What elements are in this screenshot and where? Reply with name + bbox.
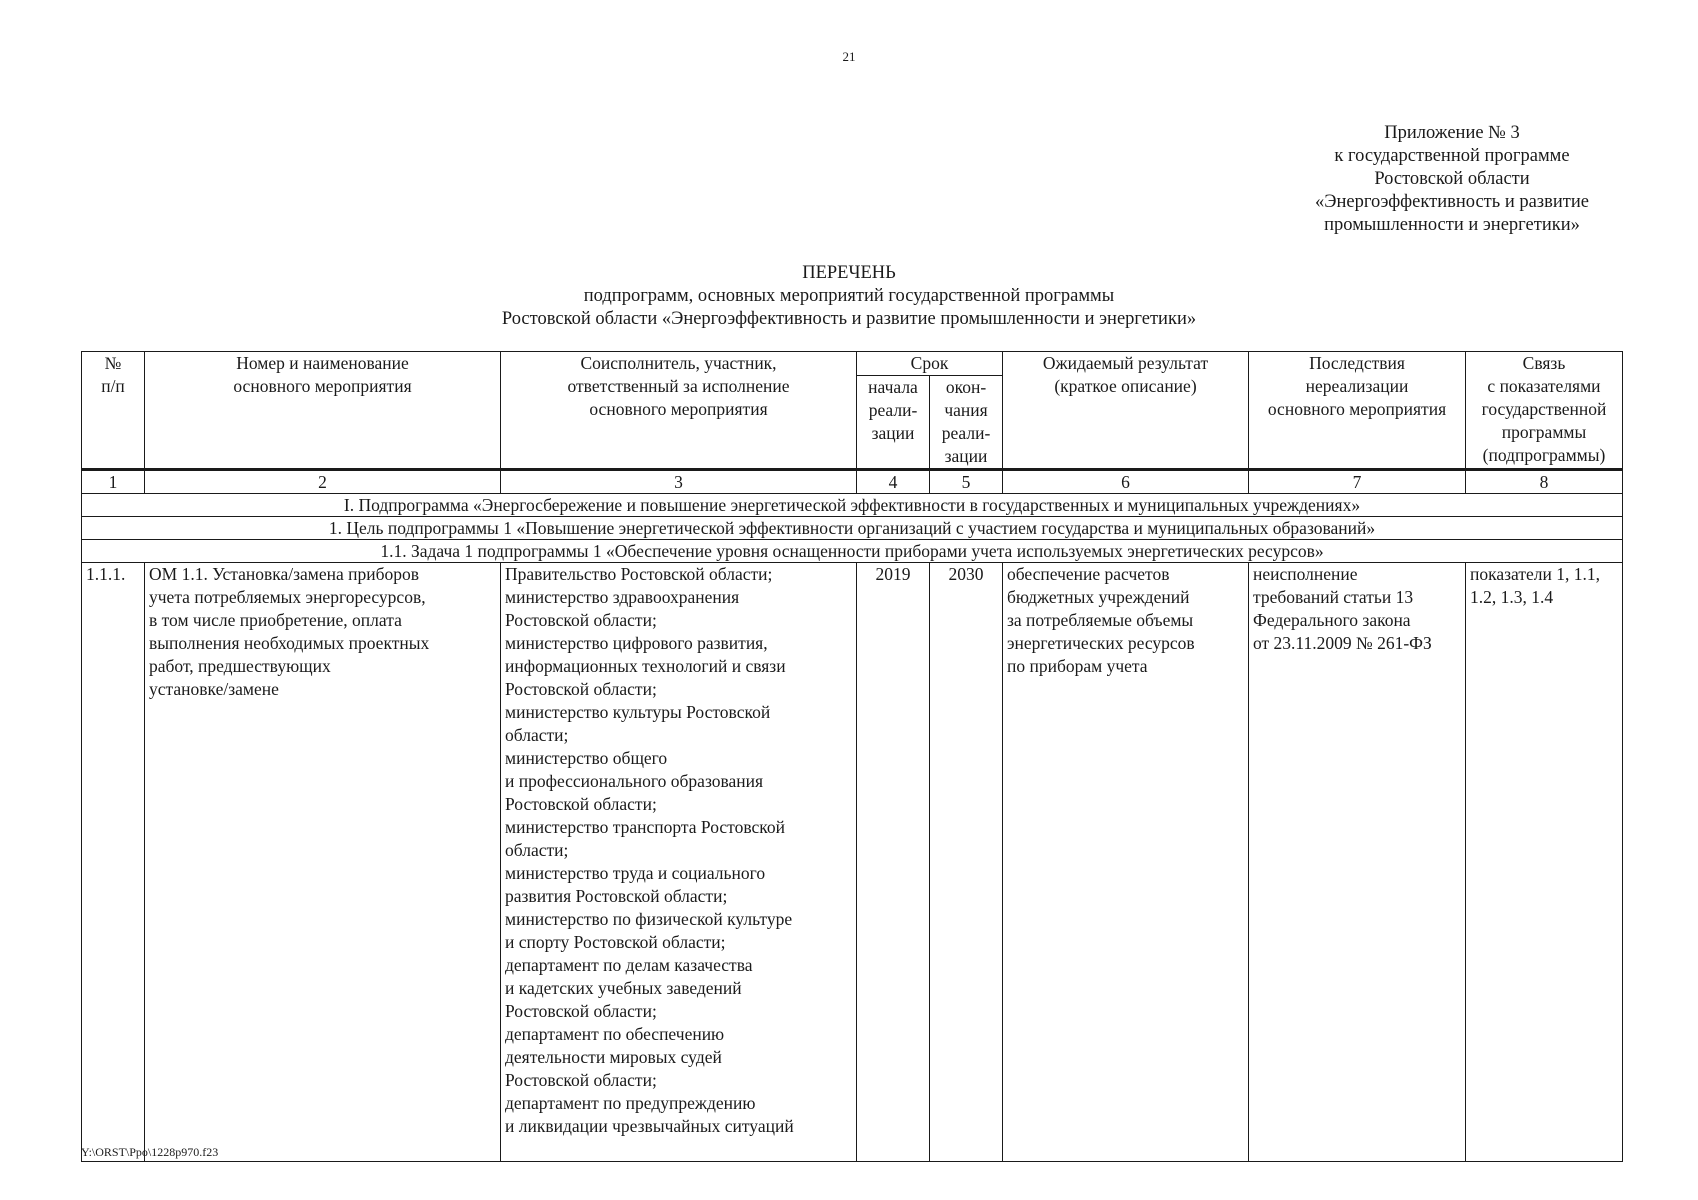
cell-line: министерство общего bbox=[505, 748, 668, 768]
cell-line: министерство цифрового развития, bbox=[505, 633, 768, 653]
cell-line: области; bbox=[505, 725, 569, 745]
table-row bbox=[82, 563, 1623, 1162]
header-text: программы bbox=[1501, 422, 1587, 442]
header-text: с показателями bbox=[1487, 376, 1601, 396]
header-text: нереализации bbox=[1305, 376, 1409, 396]
cell-line: в том числе приобретение, оплата bbox=[149, 610, 402, 630]
header-consequences bbox=[1249, 352, 1466, 470]
section-row bbox=[82, 494, 1623, 517]
header-text: п/п bbox=[101, 376, 125, 396]
cell-line: деятельности мировых судей bbox=[505, 1047, 722, 1067]
cell-line: Ростовской области; bbox=[505, 1001, 657, 1021]
column-number: 6 bbox=[1003, 470, 1249, 494]
column-number: 2 bbox=[145, 470, 501, 494]
cell-line: области; bbox=[505, 840, 569, 860]
row-start-year: 2019 bbox=[857, 563, 930, 1162]
header-text: реали- bbox=[868, 400, 918, 420]
cell-line: министерство транспорта Ростовской bbox=[505, 817, 786, 837]
column-number: 3 bbox=[501, 470, 857, 494]
header-expected-result bbox=[1003, 352, 1249, 470]
header-text: начала bbox=[868, 377, 918, 397]
cell-line: ОМ 1.1. Установка/замена приборов bbox=[149, 564, 420, 584]
cell-line: неисполнение bbox=[1253, 564, 1358, 584]
table-header-row bbox=[82, 352, 1623, 376]
cell-line: департамент по предупреждению bbox=[505, 1093, 756, 1113]
cell-line: работ, предшествующих bbox=[149, 656, 331, 676]
header-term: Срок bbox=[857, 352, 1003, 376]
column-number: 8 bbox=[1466, 470, 1623, 494]
cell-line: Ростовской области; bbox=[505, 679, 657, 699]
cell-line: и спорту Ростовской области; bbox=[505, 932, 726, 952]
appendix-block bbox=[1292, 122, 1612, 237]
cell-line: за потребляемые объемы bbox=[1007, 610, 1194, 630]
row-indicator-link bbox=[1466, 563, 1623, 1162]
cell-line: Ростовской области; bbox=[505, 794, 657, 814]
cell-line: министерство культуры Ростовской bbox=[505, 702, 771, 722]
cell-line: Правительство Ростовской области; bbox=[505, 564, 773, 584]
row-consequences bbox=[1249, 563, 1466, 1162]
header-term-end bbox=[930, 376, 1003, 470]
section-row bbox=[82, 540, 1623, 563]
measures-table bbox=[81, 351, 1623, 1162]
header-text: основного мероприятия bbox=[589, 399, 768, 419]
cell-line: от 23.11.2009 № 261-ФЗ bbox=[1253, 633, 1432, 653]
header-text: Связь bbox=[1522, 353, 1566, 373]
header-indicator-link bbox=[1466, 352, 1623, 470]
header-measure-name bbox=[145, 352, 501, 470]
subprogram-task: 1.1. Задача 1 подпрограммы 1 «Обеспечение уровня оснащенности приборами учета используемых энергетических ресурсов» bbox=[82, 540, 1623, 563]
cell-line: департамент по делам казачества bbox=[505, 955, 753, 975]
row-expected-result bbox=[1003, 563, 1249, 1162]
subprogram-goal: 1. Цель подпрограммы 1 «Повышение энергетической эффективности организаций с участием государства и муниципальных образований» bbox=[82, 517, 1623, 540]
cell-line: энергетических ресурсов bbox=[1007, 633, 1195, 653]
header-text: основного мероприятия bbox=[233, 376, 412, 396]
cell-line: выполнения необходимых проектных bbox=[149, 633, 430, 653]
cell-line: обеспечение расчетов bbox=[1007, 564, 1170, 584]
header-text: Ожидаемый результат bbox=[1042, 353, 1209, 373]
file-path-footer: Y:\ORST\Ppo\1228p970.f23 bbox=[81, 1145, 219, 1159]
cell-line: показатели 1, 1.1, bbox=[1470, 564, 1600, 584]
cell-line: Ростовской области; bbox=[505, 610, 657, 630]
cell-line: 1.2, 1.3, 1.4 bbox=[1470, 587, 1554, 607]
cell-line: и ликвидации чрезвычайных ситуаций bbox=[505, 1116, 794, 1136]
column-number: 7 bbox=[1249, 470, 1466, 494]
appendix-line: Ростовской области bbox=[1374, 169, 1530, 189]
heading-line: подпрограмм, основных мероприятий государственной программы bbox=[583, 286, 1115, 306]
column-number-row bbox=[82, 470, 1623, 494]
appendix-line: «Энергоэффективность и развитие bbox=[1315, 192, 1589, 212]
header-text: (подпрограммы) bbox=[1482, 445, 1606, 465]
appendix-line: промышленности и энергетики» bbox=[1324, 215, 1580, 235]
cell-line: Федерального закона bbox=[1253, 610, 1411, 630]
header-text: ответственный за исполнение bbox=[567, 376, 790, 396]
row-number: 1.1.1. bbox=[82, 563, 145, 1162]
section-row bbox=[82, 517, 1623, 540]
header-text: зации bbox=[944, 446, 988, 466]
header-text: зации bbox=[871, 423, 915, 443]
cell-line: учета потребляемых энергоресурсов, bbox=[149, 587, 426, 607]
cell-line: информационных технологий и связи bbox=[505, 656, 786, 676]
header-text: чания bbox=[944, 400, 988, 420]
header-text: № bbox=[104, 353, 122, 373]
column-number: 5 bbox=[930, 470, 1003, 494]
header-text: основного мероприятия bbox=[1267, 399, 1447, 419]
cell-line: установке/замене bbox=[149, 679, 279, 699]
cell-line: по приборам учета bbox=[1007, 656, 1148, 676]
column-number: 1 bbox=[82, 470, 145, 494]
header-text: государственной bbox=[1481, 399, 1607, 419]
cell-line: и профессионального образования bbox=[505, 771, 764, 791]
row-end-year: 2030 bbox=[930, 563, 1003, 1162]
row-executors bbox=[501, 563, 857, 1162]
header-text: Номер и наименование bbox=[236, 353, 409, 373]
cell-line: развития Ростовской области; bbox=[505, 886, 728, 906]
header-text: окон- bbox=[945, 377, 987, 397]
cell-line: министерство здравоохранения bbox=[505, 587, 740, 607]
page-number: 21 bbox=[842, 49, 856, 64]
appendix-line: Приложение № 3 bbox=[1384, 123, 1520, 143]
cell-line: Ростовской области; bbox=[505, 1070, 657, 1090]
cell-line: департамент по обеспечению bbox=[505, 1024, 725, 1044]
header-text: Соисполнитель, участник, bbox=[580, 353, 777, 373]
cell-line: бюджетных учреждений bbox=[1007, 587, 1190, 607]
document-heading bbox=[0, 262, 1698, 331]
header-executor bbox=[501, 352, 857, 470]
header-text: Последствия bbox=[1309, 353, 1405, 373]
cell-line: министерство труда и социального bbox=[505, 863, 766, 883]
cell-line: и кадетских учебных заведений bbox=[505, 978, 742, 998]
header-term-start bbox=[857, 376, 930, 470]
heading-title: ПЕРЕЧЕНЬ bbox=[802, 263, 896, 283]
heading-line: Ростовской области «Энергоэффективность и развитие промышленности и энергетики» bbox=[501, 309, 1197, 329]
header-number bbox=[82, 352, 145, 470]
subprogram-title: I. Подпрограмма «Энергосбережение и повышение энергетической эффективности в государственных и муниципальных учреждениях» bbox=[82, 494, 1623, 517]
cell-line: министерство по физической культуре bbox=[505, 909, 793, 929]
row-measure-name bbox=[145, 563, 501, 1162]
header-text: реали- bbox=[941, 423, 991, 443]
column-number: 4 bbox=[857, 470, 930, 494]
header-text: (краткое описание) bbox=[1054, 376, 1197, 396]
appendix-line: к государственной программе bbox=[1334, 146, 1570, 166]
cell-line: требований статьи 13 bbox=[1253, 587, 1414, 607]
